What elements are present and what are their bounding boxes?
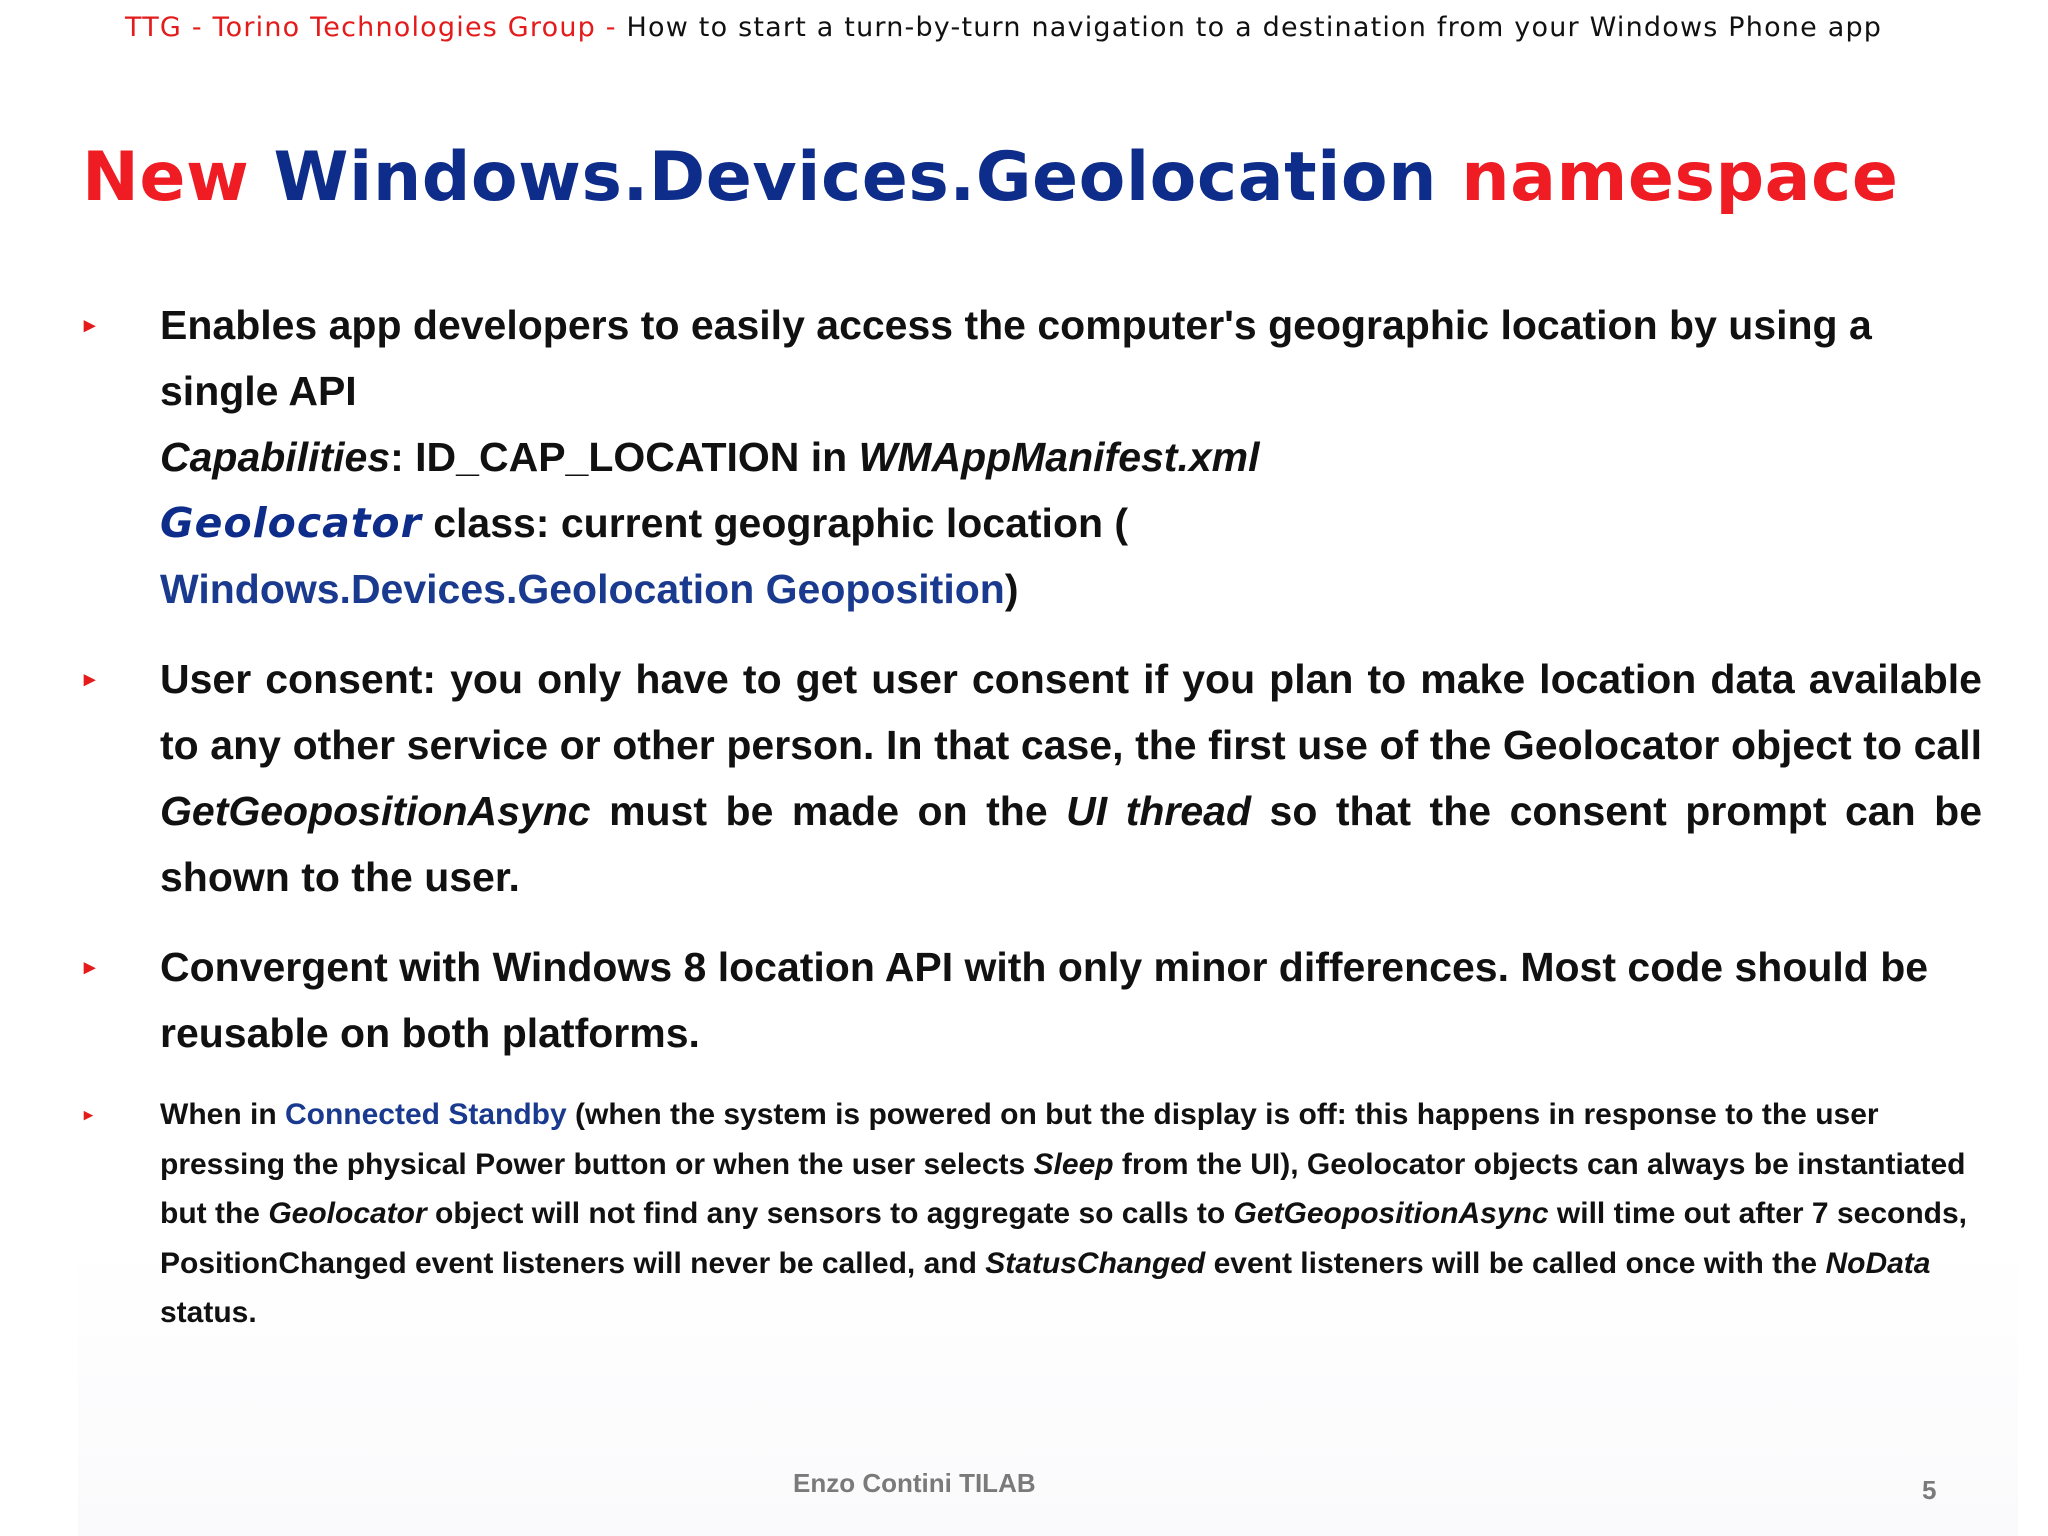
capabilities-line: Capabilities: ID_CAP_LOCATION in WMAppManifest.xml [160, 434, 1260, 480]
header-topic: How to start a turn-by-turn navigation to a destination from your Windows Phone app [626, 12, 1883, 43]
title-new: New [82, 138, 274, 217]
footer-author: Enzo Contini TILAB [793, 1468, 1036, 1498]
page-number: 5 [1922, 1475, 1937, 1505]
bullet-marker-icon: ▸ [84, 666, 96, 691]
title-namespace-word: namespace [1437, 138, 1899, 217]
geoposition-line: Windows.Devices.Geolocation Geoposition) [160, 566, 1019, 612]
bullet-windows8-convergence: ▸ Convergent with Windows 8 location API with only minor differences. Most code should be reusable on both platforms. [82, 934, 1982, 1066]
geolocator-line: Geolocator class: current geographic location ( [160, 499, 1129, 547]
connected-standby-link: Connected Standby [284, 1098, 567, 1131]
header-org: TTG - Torino Technologies Group - [125, 12, 627, 43]
bullet-connected-standby: ▸ When in Connected Standby (when the system is powered on but the display is off: this happens in response to the user pressing the physical Power button or when the user selects Sleep from the UI), Geolocator objects can always be instantiated but the Geolocator object will not find any sensors to aggregate so calls to GetGeopositionAsync will time out after 7 seconds, PositionChanged event listeners will never be called, and StatusChanged event listeners will be called once with the NoData status. [82, 1090, 1982, 1338]
bullet-list [82, 292, 1982, 1362]
bullet-marker-icon: ▸ [84, 1105, 93, 1124]
slide-header [125, 10, 2025, 46]
bullet-geolocation-api [82, 292, 1982, 622]
title-namespace-name: Windows.Devices.Geolocation [273, 138, 1438, 217]
bullet-text: Enables app developers to easily access the computer's geographic location by using a single API [160, 302, 1872, 414]
bullet-user-consent: ▸ User consent: you only have to get user consent if you plan to make location data available to any other service or other person. In that case, the first use of the Geolocator object to call GetGeopositionAsync must be made on the UI thread so that the consent prompt can be shown to the user. [82, 646, 1982, 910]
bullet-marker-icon: ▸ [84, 954, 96, 979]
bullet-marker-icon: ▸ [84, 312, 96, 337]
slide-title [82, 133, 1982, 223]
